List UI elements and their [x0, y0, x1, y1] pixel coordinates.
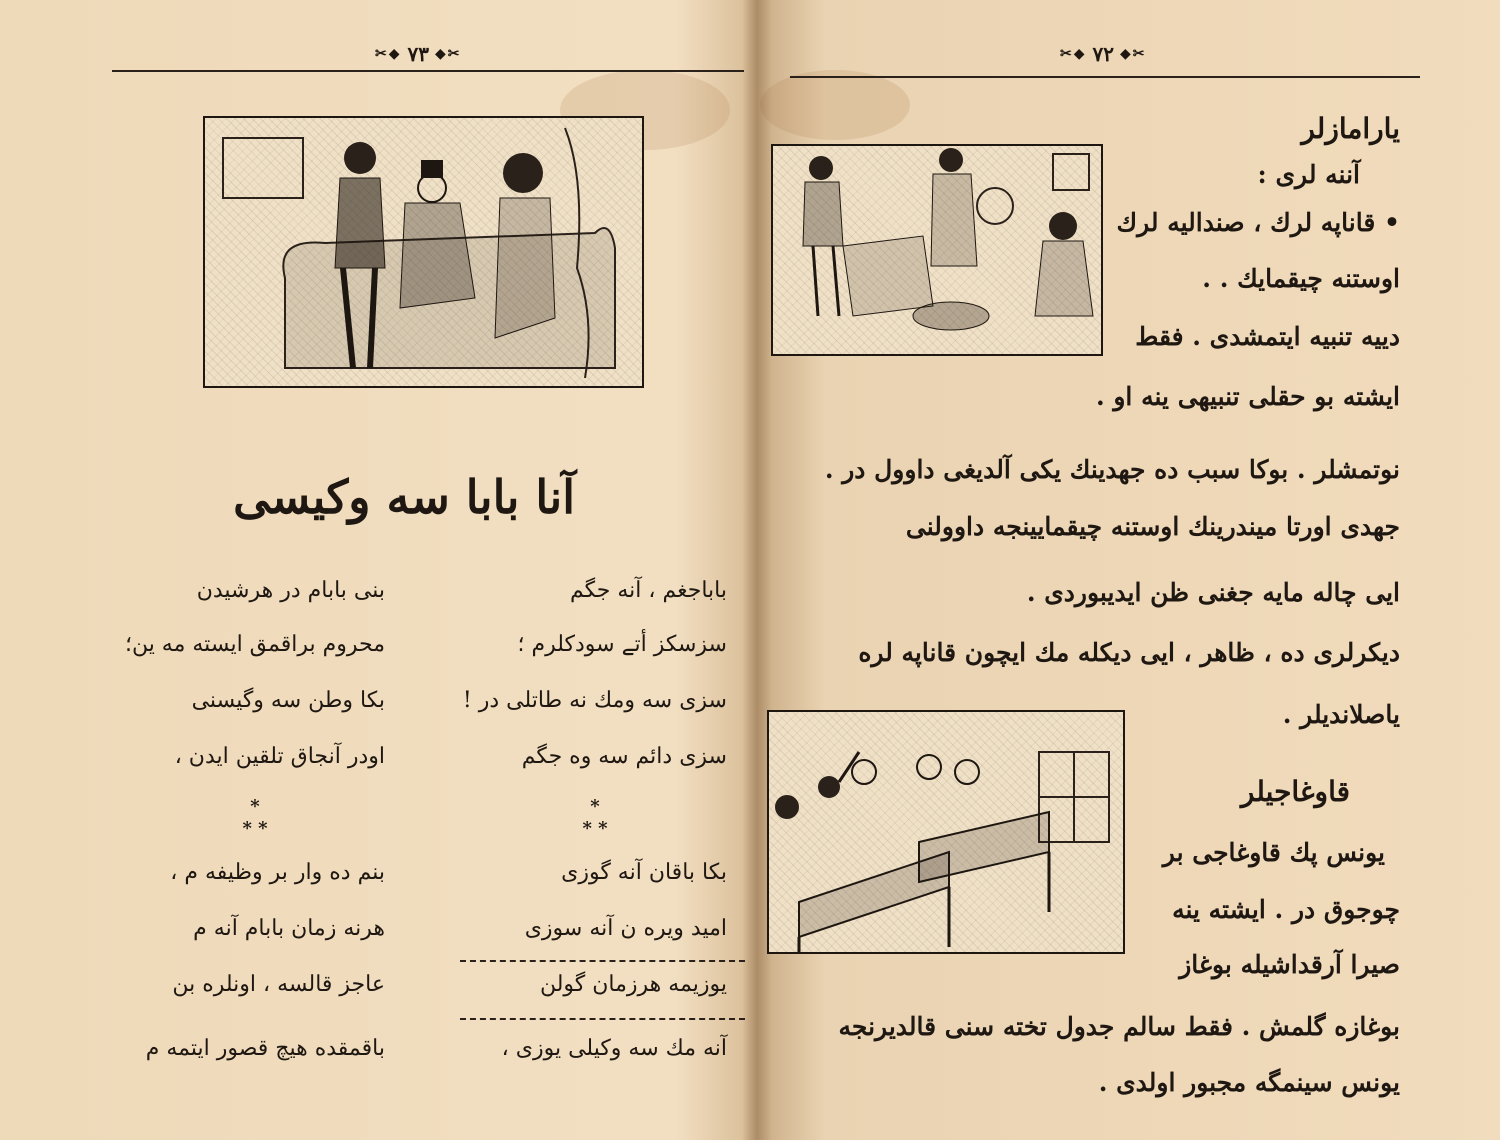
header-rule [790, 76, 1420, 78]
verse-line: یوزیمه هرزمان گولن [539, 972, 727, 997]
verse-line: باباجغم ، آنه جگم [569, 578, 727, 603]
prose-line: • قاناپه لرك ، صندالیه لرك [1116, 208, 1400, 237]
family-scene-drawing [205, 118, 642, 386]
verse-line: آنه مك سه وکیلی یوزی ، [501, 1036, 727, 1061]
verse-line: اودر آنجاق تلقین ایدن ، [174, 744, 385, 769]
verse-line: هرنه زمان بابام آنه م [193, 916, 385, 941]
living-room-drawing [773, 146, 1101, 354]
verse-line: سزی دائم سه وه جگم [521, 744, 727, 769]
prose-line: دیکرلری ده ، ظاهر ، ایی دیکله مك ایچون قاناپه لره [858, 638, 1400, 667]
living-room-illustration [771, 144, 1103, 356]
prose-line: آننه لری : [1257, 160, 1360, 189]
prose-line: یونس پك قاوغاجی بر [1162, 838, 1385, 867]
family-scene-illustration [203, 116, 644, 388]
prose-line: اوستنه چیقمایك . . [1202, 264, 1400, 293]
header-rule [112, 70, 744, 72]
box-rule-bottom [460, 1018, 745, 1020]
classroom-illustration [767, 710, 1125, 954]
verse-line: امید ویره ن آنه سوزی [524, 916, 727, 941]
prose-line: یونس سینمگه مجبور اولدی . [1098, 1068, 1400, 1097]
section-heading: یارامازلر [1301, 112, 1400, 145]
page-number: ✂◆ ٧٣ ◆✂ [375, 42, 462, 66]
prose-line: چوجوق در . ایشته ینه [1172, 895, 1400, 924]
prose-line: جهدی اورتا میندرینك اوستنه چیقمایینجه داوولنی [905, 512, 1400, 541]
verse-line: بنی بابام در هرشیدن [196, 578, 385, 603]
prose-line: نوتمشلر . بوکا سبب ده جهدینك یکی آلدیغی داوول در . [824, 455, 1400, 484]
right-page [765, 0, 1500, 1140]
verse-line: بنم ده وار بر وظیفه م ، [170, 860, 385, 885]
section-heading: قاوغاجیلر [1240, 775, 1350, 808]
ornament-icon: ✂◆ [1060, 46, 1087, 62]
prose-line: صیرا آرقداشیله بوغاز [1179, 950, 1400, 979]
verse-line: عاجز قالسه ، اونلره بن [172, 972, 385, 997]
ornament-icon: ◆✂ [434, 46, 462, 62]
verse-line: سزسکز أتے سودکلرم ؛ [517, 632, 727, 657]
page-number: ✂◆ ٧٢ ◆✂ [1060, 42, 1147, 66]
prose-line: ایشته بو حقلی تنبیهی ینه او . [1095, 382, 1400, 411]
verse-line: باقمقده هیچ قصور ایتمه م [145, 1036, 385, 1061]
verse-line: بکا وطن سه وگیسنی [191, 688, 385, 713]
verse-separator: * [590, 796, 600, 817]
classroom-drawing [769, 712, 1123, 952]
ornament-icon: ◆✂ [1119, 46, 1147, 62]
prose-line: بوغازه گلمش . فقط سالم جدول تخته سنی قالدیرنجه [838, 1012, 1400, 1041]
prose-line: یاصلاندیلر . [1282, 700, 1400, 729]
poem-title: آنا بابا سه وکیسی [233, 470, 575, 524]
verse-separator: * [250, 796, 260, 817]
verse-separator: * * [242, 818, 268, 839]
verse-line: سزی سه ومك نه طاتلی در ! [462, 688, 727, 713]
ornament-icon: ✂◆ [375, 46, 402, 62]
verse-line: بکا باقان آنه گوزی [561, 860, 727, 885]
verse-line: محروم براقمق ایسته مه ین؛ [124, 632, 385, 657]
prose-line: ایی چاله مایه جغنی ظن ایدیبوردی . [1026, 578, 1400, 607]
prose-line: دییه تنبیه ایتمشدی . فقط [1135, 322, 1400, 351]
verse-separator: * * [582, 818, 608, 839]
box-rule-top [460, 960, 745, 962]
